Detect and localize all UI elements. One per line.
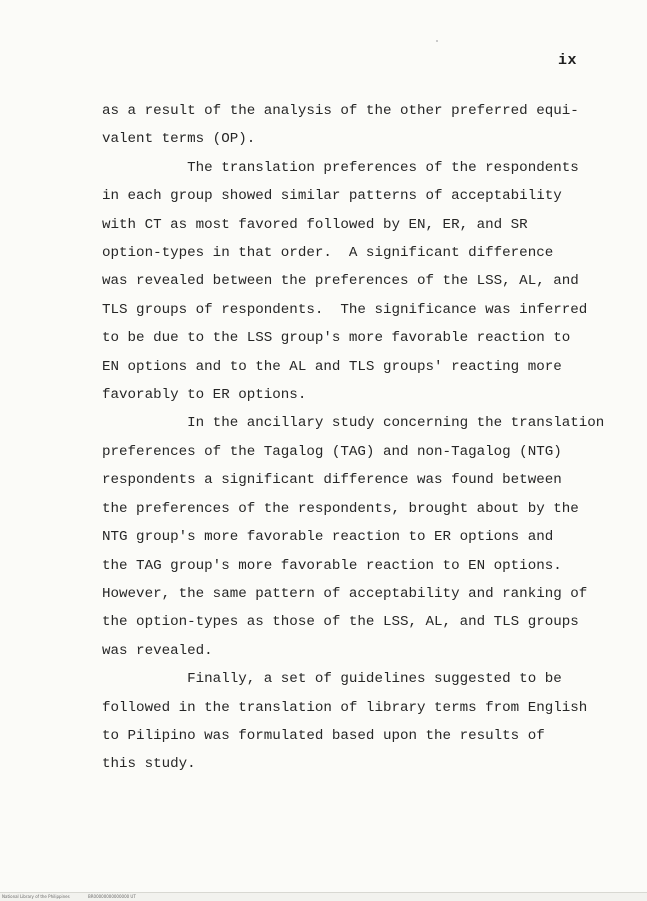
text-line: The translation preferences of the respondents bbox=[102, 159, 579, 176]
text-line: valent terms (OP). bbox=[102, 131, 256, 148]
text-line: was revealed. bbox=[102, 642, 213, 659]
body-text bbox=[102, 97, 612, 779]
paragraph-1 bbox=[102, 97, 612, 154]
text-line: the preferences of the respondents, brought about by the bbox=[102, 500, 579, 517]
text-line: with CT as most favored followed by EN, ER, and SR bbox=[102, 216, 528, 233]
page-number: ix bbox=[557, 52, 577, 69]
text-line: in each group showed similar patterns of acceptability bbox=[102, 188, 562, 205]
text-line: preferences of the Tagalog (TAG) and non-Tagalog (NTG) bbox=[102, 443, 562, 460]
paragraph-2 bbox=[102, 154, 612, 410]
text-line: to be due to the LSS group's more favorable reaction to bbox=[102, 330, 571, 347]
scan-speck bbox=[436, 40, 438, 42]
text-line: favorably to ER options. bbox=[102, 387, 307, 404]
text-line: the TAG group's more favorable reaction to EN options. bbox=[102, 557, 562, 574]
text-line: TLS groups of respondents. The significance was inferred bbox=[102, 301, 588, 318]
text-line: respondents a significant difference was found between bbox=[102, 472, 562, 489]
footer-institution: National Library of the Philippines bbox=[2, 894, 70, 899]
footer-identifier: BR00000000000000 UT bbox=[88, 894, 136, 899]
text-line: followed in the translation of library terms from English bbox=[102, 699, 588, 716]
text-line: to Pilipino was formulated based upon the results of bbox=[102, 727, 545, 744]
paragraph-4 bbox=[102, 665, 612, 779]
text-line: as a result of the analysis of the other preferred equi- bbox=[102, 103, 579, 119]
text-line: the option-types as those of the LSS, AL, and TLS groups bbox=[102, 614, 579, 631]
text-line: EN options and to the AL and TLS groups' reacting more bbox=[102, 358, 562, 375]
paragraph-3 bbox=[102, 409, 612, 665]
text-line: NTG group's more favorable reaction to ER options and bbox=[102, 529, 554, 546]
text-line: this study. bbox=[102, 756, 196, 773]
text-line: was revealed between the preferences of the LSS, AL, and bbox=[102, 273, 579, 290]
text-line: option-types in that order. A significant difference bbox=[102, 245, 554, 262]
text-line: Finally, a set of guidelines suggested to be bbox=[102, 671, 562, 688]
text-line: In the ancillary study concerning the translation bbox=[102, 415, 605, 432]
text-line: However, the same pattern of acceptability and ranking of bbox=[102, 585, 588, 602]
